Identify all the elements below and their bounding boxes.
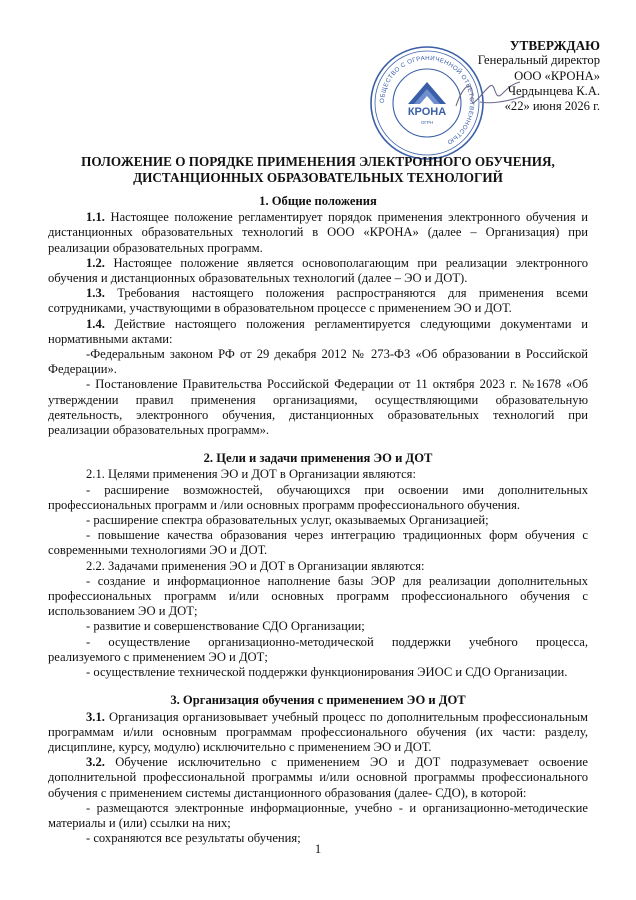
paragraph-text: Действие настоящего положения регламентируется следующими документами и нормативными актами:: [48, 316, 588, 346]
paragraph-text: Обучение исключительно с применением ЭО и ДОТ подразумевает освоение дополнительной профессиональной программы и/или основной программы профессионального обучения с применением системы дистанционного образования (далее- СДО), в которой:: [48, 755, 588, 800]
seal-ring-text: ОБЩЕСТВО С ОГРАНИЧЕННОЙ ОТВЕТСТВЕННОСТЬЮ: [378, 54, 476, 146]
page-number: 1: [314, 842, 322, 856]
list-item: - сохраняются все результаты обучения;: [86, 831, 301, 846]
list-item: - размещаются электронные информационные, учебно - и организационно-методические материалы и (или) ссылки на них;: [48, 800, 588, 830]
paragraph-decree-reference: - Постановление Правительства Российской Федерации от 11 октября 2023 г. №1678 «Об утверждении правил применения организациями, осуществляющими образовательную деятельность, электронного обучения, дистанционных образовательных технологий при реализации образовательных программ».: [48, 377, 588, 438]
approval-date: «22» июня 2026 г.: [504, 99, 600, 114]
section-3-heading: 3. Организация обучения с применением ЭО и ДОТ: [170, 693, 466, 708]
approval-signer: Чердынцева К.А.: [507, 83, 600, 98]
approval-block: [478, 38, 600, 114]
paragraph-number: 3.1.: [86, 709, 105, 724]
document-title: [40, 154, 596, 186]
section-1-heading: 1. Общие положения: [259, 194, 377, 208]
approval-company: ООО «КРОНА»: [514, 68, 600, 83]
seal-logo-text: КРОНА: [407, 106, 447, 118]
paragraph-2-2: 2.2. Задачами применения ЭО и ДОТ в Организации являются:: [86, 558, 425, 573]
paragraph-number: 1.4.: [86, 316, 105, 331]
list-item: - повышение качества образования через интеграцию традиционных форм обучения с современными технологиями ЭО и ДОТ.: [48, 528, 588, 558]
list-item: - расширение спектра образовательных услуг, оказываемых Организацией;: [86, 513, 489, 528]
paragraph-number: 1.1.: [86, 210, 105, 225]
paragraph-text: Требования настоящего положения распространяются для применения всеми сотрудниками, участвующими в образовательном процессе с применением ЭО и ДОТ.: [48, 286, 588, 316]
paragraph-law-reference: -Федеральным законом РФ от 29 декабря 2012 № 273-ФЗ «Об образовании в Российской Федерации».: [48, 347, 588, 377]
list-item: - осуществление организационно-методической поддержки учебного процесса, реализуемого с применением ЭО и ДОТ;: [48, 634, 588, 664]
document-body: [48, 194, 588, 846]
paragraph-3-2: [48, 755, 588, 801]
paragraph-text: Организация организовывает учебный процесс по дополнительным профессиональным программам и/или основным программам профессионального обучения (их части: разделу, дисциплине, курсу, модулю) исключительно с применением ЭО и ДОТ.: [48, 709, 588, 754]
paragraph-text: Настоящее положение является основополагающим при реализации электронного обучения и дистанционных образовательных технологий (далее – ЭО и ДОТ).: [48, 255, 588, 286]
paragraph-3-1: [48, 710, 588, 756]
seal-inner-text: ОГРН: [420, 120, 434, 125]
paragraph-2-1: 2.1. Целями применения ЭО и ДОТ в Организации являются:: [86, 467, 416, 482]
paragraph-number: 3.2.: [86, 755, 105, 770]
paragraph-number: 1.3.: [86, 286, 105, 301]
approval-position: Генеральный директор: [477, 53, 600, 68]
section-2-heading: 2. Цели и задачи применения ЭО и ДОТ: [203, 451, 433, 466]
title-line-1: ПОЛОЖЕНИЕ О ПОРЯДКЕ ПРИМЕНЕНИЯ ЭЛЕКТРОННОГО ОБУЧЕНИЯ,: [81, 154, 555, 169]
paragraph-1-4: [48, 317, 588, 347]
paragraph-1-1: [48, 210, 588, 256]
paragraph-number: 1.2.: [86, 255, 105, 270]
list-item: - создание и информационное наполнение базы ЭОР для реализации дополнительных профессиональных программ и/или основных программ профессионального обучения с использованием ЭО и ДОТ;: [48, 573, 588, 619]
list-item: - осуществление технической поддержки функционирования ЭИОС и СДО Организации.: [86, 665, 568, 680]
list-item: - расширение возможностей, обучающихся при освоении ими дополнительных профессиональных программ и /или основных программ профессионального обучения.: [48, 482, 588, 512]
paragraph-text: Настоящее положение регламентирует порядок применения электронного обучения и дистанционных образовательных технологий в ООО «КРОНА» (далее – Организация) при реализации образовательных программ.: [48, 210, 588, 255]
paragraph-1-3: [48, 286, 588, 316]
paragraph-1-2: [48, 256, 588, 286]
list-item: - развитие и совершенствование СДО Организации;: [86, 619, 365, 634]
approval-heading: УТВЕРЖДАЮ: [509, 38, 600, 53]
title-line-2: ДИСТАНЦИОННЫХ ОБРАЗОВАТЕЛЬНЫХ ТЕХНОЛОГИЙ: [133, 170, 503, 185]
